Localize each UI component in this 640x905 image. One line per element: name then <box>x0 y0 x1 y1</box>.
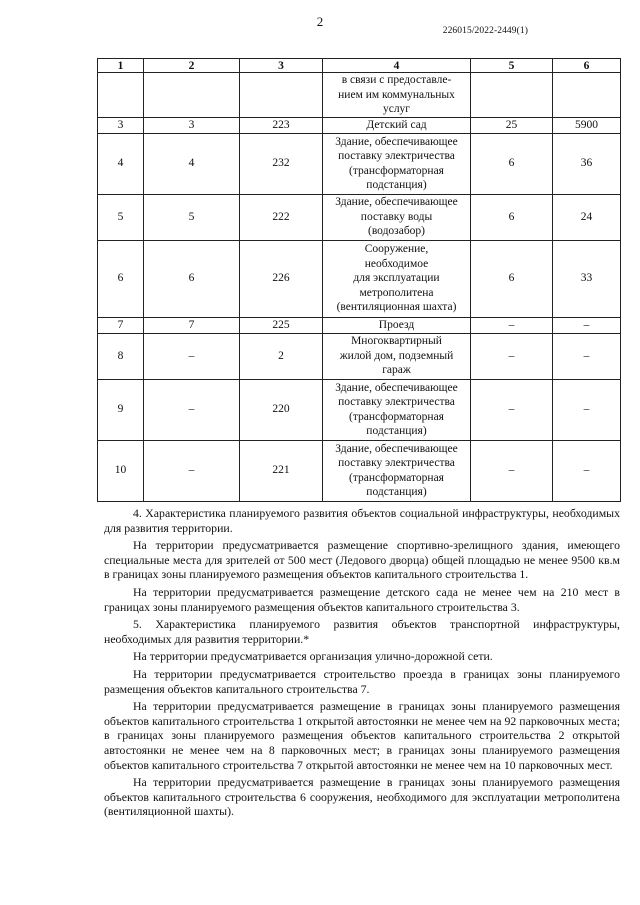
cell-col-5 <box>471 73 553 118</box>
column-header-2: 2 <box>144 59 240 73</box>
cell-description-line: поставку воды <box>360 210 433 223</box>
column-header-1: 1 <box>98 59 144 73</box>
body-text <box>104 506 620 822</box>
cell-col-1: 9 <box>98 379 144 440</box>
cell-col-2: – <box>144 379 240 440</box>
cell-col-2: 4 <box>144 133 240 194</box>
cell-col-6: – <box>553 440 621 501</box>
cell-col-5: – <box>471 440 553 501</box>
cell-col-3: 2 <box>240 333 323 379</box>
body-paragraph: 4. Характеристика планируемого развития объектов социальной инфраструктуры, необходимых для развития территории. <box>104 506 620 535</box>
table-row <box>98 133 621 194</box>
cell-description-line: Здание, обеспечивающее <box>335 442 458 455</box>
body-paragraph: На территории предусматривается размещение в границах зоны планируемого размещения объектов капитального строительства 1 открытой автостоянки не менее чем на 92 парковочных места; в границах зоны планируемого размещения объектов капитального строительства 2 открытой автостоянки не менее чем на 8 парковочных мест; в границах зоны планируемого размещения объектов капитального строительства 7 открытой автостоянки не менее чем на 10 парковочных мест. <box>104 699 620 772</box>
body-paragraph: На территории предусматривается размещение детского сада не менее чем на 210 мест в границах зоны планируемого размещения объектов капитального строительства 3. <box>104 584 620 614</box>
cell-col-5: – <box>471 379 553 440</box>
cell-col-1: 8 <box>98 333 144 379</box>
cell-col-5: 6 <box>471 133 553 194</box>
cell-description-line: (трансформаторная <box>349 471 444 484</box>
body-paragraph: На территории предусматривается строительство проезда в границах зоны планируемого размещения объектов капитального строительства 7. <box>104 666 620 696</box>
cell-col-1: 10 <box>98 440 144 501</box>
table-row <box>98 73 621 118</box>
cell-col-1: 4 <box>98 133 144 194</box>
body-paragraph: На территории предусматривается организация улично-дорожной сети. <box>133 649 493 664</box>
cell-col-1 <box>98 73 144 118</box>
table-row <box>98 317 621 333</box>
cell-col-2: 6 <box>144 240 240 317</box>
cell-description-line: поставку электричества <box>338 457 455 469</box>
cell-description-line: для эксплуатации <box>353 272 440 285</box>
cell-description-line: Здание, обеспечивающее <box>335 196 458 209</box>
cell-description-line: поставку электричества <box>338 396 455 408</box>
cell-col-1: 3 <box>98 118 144 134</box>
cell-description-line: нием им коммунальных <box>338 88 455 101</box>
cell-description-line: необходимое <box>364 257 429 270</box>
table-body <box>98 73 621 502</box>
cell-col-4 <box>323 194 471 240</box>
document-reference: 226015/2022-2449(1) <box>442 26 528 36</box>
cell-col-5: – <box>471 317 553 333</box>
cell-description-line: Детский сад <box>366 119 427 131</box>
page-number: 2 <box>316 14 324 29</box>
cell-col-5: 25 <box>471 118 553 134</box>
land-plot-table <box>97 58 621 502</box>
table-header-row <box>98 59 621 73</box>
cell-col-2: – <box>144 440 240 501</box>
cell-description-line: услуг <box>382 103 411 116</box>
cell-col-1: 7 <box>98 317 144 333</box>
cell-description-line: (трансформаторная <box>349 410 444 423</box>
table-row <box>98 240 621 317</box>
cell-description-line: (трансформаторная <box>349 164 444 177</box>
cell-col-2: 5 <box>144 194 240 240</box>
cell-description-line: Сооружение, <box>364 243 429 256</box>
cell-description-line: Проезд <box>378 318 415 331</box>
cell-col-3 <box>240 73 323 118</box>
cell-description-line: жилой дом, подземный <box>339 349 454 362</box>
cell-col-3: 221 <box>240 440 323 501</box>
cell-col-4 <box>323 118 471 134</box>
cell-description-line: Здание, обеспечивающее <box>335 135 458 148</box>
cell-col-5: – <box>471 333 553 379</box>
body-paragraph: 5. Характеристика планируемого развития объектов транспортной инфраструктуры, необходимых для развития территории.* <box>104 617 620 646</box>
cell-col-3: 225 <box>240 317 323 333</box>
cell-col-3: 232 <box>240 133 323 194</box>
cell-col-4 <box>323 133 471 194</box>
cell-col-6: – <box>553 317 621 333</box>
cell-col-4 <box>323 440 471 501</box>
cell-description-line: (водозабор) <box>367 225 426 238</box>
cell-col-6: 36 <box>553 133 621 194</box>
body-paragraph: На территории предусматривается размещение в границах зоны планируемого размещения объектов капитального строительства 6 сооружения, необходимого для эксплуатации метрополитена (вентиляционной шахты). <box>104 775 620 819</box>
cell-col-1: 5 <box>98 194 144 240</box>
cell-col-2 <box>144 73 240 118</box>
cell-col-6: – <box>553 333 621 379</box>
body-paragraph: На территории предусматривается размещение спортивно-зрелищного здания, имеющего специальные места для зрителей от 500 мест (Ледового дворца) общей площадью не менее 9500 кв.м в границах зоны планируемого размещения объектов капитального строительства 1. <box>104 538 620 582</box>
table-row <box>98 118 621 134</box>
cell-col-3: 220 <box>240 379 323 440</box>
cell-col-6: 24 <box>553 194 621 240</box>
cell-description-line: метрополитена <box>359 286 434 299</box>
cell-description-line: Здание, обеспечивающее <box>335 381 458 394</box>
cell-col-4 <box>323 317 471 333</box>
cell-description-line: поставку электричества <box>338 150 455 162</box>
column-header-6: 6 <box>553 59 621 73</box>
cell-description-line: подстанция) <box>366 425 427 437</box>
cell-col-4 <box>323 379 471 440</box>
column-header-4: 4 <box>323 59 471 73</box>
cell-col-4 <box>323 333 471 379</box>
cell-col-4 <box>323 240 471 317</box>
table-row <box>98 440 621 501</box>
cell-col-3: 226 <box>240 240 323 317</box>
cell-description-line: подстанция) <box>366 179 427 191</box>
cell-col-4 <box>323 73 471 118</box>
table-row <box>98 333 621 379</box>
table-row <box>98 379 621 440</box>
column-header-3: 3 <box>240 59 323 73</box>
cell-col-6 <box>553 73 621 118</box>
cell-col-2: 7 <box>144 317 240 333</box>
cell-col-3: 222 <box>240 194 323 240</box>
cell-col-6: – <box>553 379 621 440</box>
cell-description-line: в связи с предоставле- <box>341 74 452 87</box>
cell-col-2: – <box>144 333 240 379</box>
column-header-5: 5 <box>471 59 553 73</box>
cell-col-6: 33 <box>553 240 621 317</box>
cell-description-line: (вентиляционная шахта) <box>336 301 457 314</box>
cell-col-2: 3 <box>144 118 240 134</box>
table-row <box>98 194 621 240</box>
cell-col-5: 6 <box>471 194 553 240</box>
cell-col-1: 6 <box>98 240 144 317</box>
cell-col-6: 5900 <box>553 118 621 134</box>
cell-description-line: гараж <box>382 364 411 377</box>
cell-col-3: 223 <box>240 118 323 134</box>
cell-col-5: 6 <box>471 240 553 317</box>
cell-description-line: Многоквартирный <box>351 335 442 348</box>
cell-description-line: подстанция) <box>366 486 427 498</box>
